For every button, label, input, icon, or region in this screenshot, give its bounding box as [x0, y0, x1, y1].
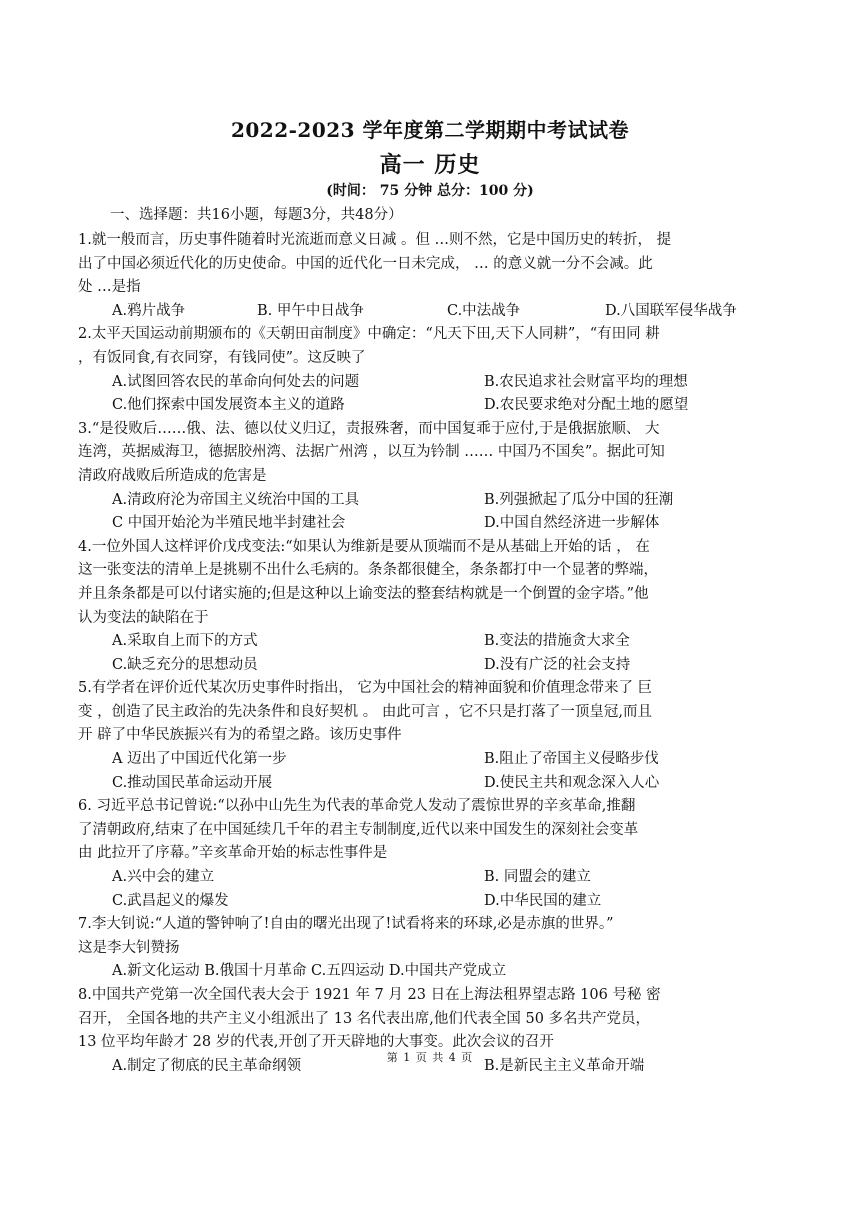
answer-option: B.阻止了帝国主义侵略步伐: [484, 751, 659, 768]
answer-option: A.制定了彻底的民主革命纲领: [112, 1057, 302, 1074]
exam-title: 2022-2023 学年度第二学期期中考试试卷: [230, 118, 630, 142]
answer-option: C.缺乏充分的思想动员: [112, 656, 258, 673]
question-text-line: 并且条条都是可以付诸实施的;但是这种以上谕变法的整套结构就是一个倒置的金字塔。”他: [78, 585, 649, 602]
question-4: [78, 536, 784, 678]
question-text-line: 变 ，创造了民主政治的先决条件和良好契机 。 由此可言 ，它不只是打落了一顶皇冠,而且: [78, 703, 653, 720]
question-7: [78, 913, 784, 984]
answer-option: C.他们探索中国发展资本主义的道路: [112, 397, 345, 414]
options-row: [78, 394, 784, 418]
question-text-line: 1.就一般而言，历史事件随着时光流逝而意义日减 。但 …则不然，它是中国历史的转折， 提: [78, 232, 672, 248]
question-text-line: 召开， 全国各地的共产主义小组派出了 13 名代表出席,他们代表全国 50 多名共产党员，: [78, 1010, 651, 1027]
answer-option: A.兴中会的建立: [112, 869, 215, 886]
question-text-line: 开 辟了中华民族振兴有为的希望之路。该历史事件: [78, 727, 402, 744]
question-text-line: 这一张变法的清单上是挑剔不出什么毛病的。条条都很健全，条条都打中一个显著的弊端，: [78, 562, 658, 579]
answer-option: A.新文化运动 B.俄国十月革命 C.五四运动 D.中国共产党成立: [112, 963, 507, 980]
question-text-line: 处 …是指: [78, 279, 141, 296]
options-row: [78, 866, 784, 890]
options-row: [78, 300, 784, 324]
question-5: [78, 677, 784, 795]
question-text-line: 认为变法的缺陷在于: [78, 609, 209, 626]
options-row: [78, 772, 784, 796]
section-heading: 一、选择题：共16小题，每题3分，共48分）: [110, 207, 403, 223]
answer-option: D.八国联军侵华战争: [605, 302, 737, 319]
answer-option: C.中法战争: [447, 302, 521, 319]
options-row: [78, 630, 784, 654]
answer-option: A 迈出了中国近代化第一步: [112, 751, 287, 768]
answer-option: C 中国开始沦为半殖民地半封建社会: [112, 515, 346, 532]
options-row: [78, 512, 784, 536]
answer-option: B. 同盟会的建立: [484, 869, 591, 886]
question-text-line: 3.“是役败后……俄、法、德以仗义归辽，责报殊奢，而中国复乖于应付,于是俄据旅顺、 大: [78, 420, 660, 437]
question-text-line: 2.太平天国运动前期颁布的《天朝田亩制度》中确定：“凡天下田,天下人同耕”，“有田同 耕: [78, 326, 660, 343]
options-row: [78, 489, 784, 513]
question-text-line: 5.有学者在评价近代某次历史事件时指出， 它为中国社会的精神面貌和价值理念带来了 巨: [78, 680, 653, 697]
answer-option: B. 甲午中日战争: [257, 302, 364, 319]
question-text-line: 清政府战败后所造成的危害是: [78, 467, 267, 484]
question-text-line: 7.李大钊说:“人道的警钟响了!自由的曙光出现了!试看将来的环球,必是赤旗的世界。”: [78, 916, 614, 933]
question-list: [78, 229, 784, 1078]
question-text-line: 由 此拉开了序幕。”辛亥革命开始的标志性事件是: [78, 845, 388, 862]
exam-subject: 高一 历史: [379, 152, 481, 178]
answer-option: B.农民追求社会财富平均的理想: [484, 373, 688, 390]
question-2: [78, 323, 784, 417]
answer-option: A.清政府沦为帝国主义统治中国的工具: [112, 491, 360, 508]
question-3: [78, 418, 784, 536]
answer-option: D.使民主共和观念深入人心: [484, 774, 660, 791]
question-text-line: 了清朝政府,结束了在中国延续几千年的君主专制制度,近代以来中国发生的深刻社会变革: [78, 821, 639, 838]
answer-option: C.武昌起义的爆发: [112, 892, 229, 909]
options-row: [78, 748, 784, 772]
answer-option: B.列强掀起了瓜分中国的狂潮: [484, 491, 674, 508]
answer-option: A.采取自上而下的方式: [112, 633, 258, 650]
question-text-line: ，有饭同食,有衣同穿，有钱同使”。这反映了: [78, 349, 366, 366]
answer-option: A.鸦片战争: [112, 302, 186, 319]
question-text-line: 连湾，英据威海卫，德据胶州湾、法据广州湾 ，以互为钤制 …… 中国乃不国矣”。据此可知: [78, 444, 665, 461]
answer-option: B.是新民主主义革命开端: [484, 1057, 645, 1074]
question-1: [78, 229, 784, 323]
question-text-line: 出了中国必须近代化的历史使命。中国的近代化一日未完成， … 的意义就一分不会减。此: [78, 255, 653, 272]
question-text-line: 13 位平均年龄才 28 岁的代表,开创了开天辟地的大事变。此次会议的召开: [78, 1034, 554, 1051]
page-footer: 第 1 页 共 4 页: [386, 1051, 474, 1064]
question-text-line: 8.中国共产党第一次全国代表大会于 1921 年 7 月 23 日在上海法租界望志路 106 号秘 密: [78, 987, 661, 1003]
exam-time-score: (时间： 75 分钟 总分：100 分): [326, 183, 534, 199]
question-6: [78, 795, 784, 913]
question-text-line: 4.一位外国人这样评价戊戌变法:“如果认为维新是要从顶端而不是从基础上开始的话 ， 在: [78, 538, 650, 555]
options-row: [78, 890, 784, 914]
answer-option: D.中华民国的建立: [484, 892, 602, 909]
answer-option: D.中国自然经济进一步解体: [484, 515, 660, 532]
options-row: [78, 654, 784, 678]
answer-option: D.农民要求绝对分配土地的愿望: [484, 397, 689, 414]
answer-option: A.试图回答农民的革命向何处去的问题: [112, 373, 360, 390]
answer-option: C.推动国民革命运动开展: [112, 774, 273, 791]
options-row: [78, 960, 784, 984]
answer-option: B.变法的措施贪大求全: [484, 633, 630, 650]
question-text-line: 这是李大钊赞扬: [78, 939, 180, 956]
options-row: [78, 371, 784, 395]
question-text-line: 6. 习近平总书记曾说:“以孙中山先生为代表的革命党人发动了震惊世界的辛亥革命,推翻: [78, 798, 636, 815]
answer-option: D.没有广泛的社会支持: [484, 656, 631, 673]
